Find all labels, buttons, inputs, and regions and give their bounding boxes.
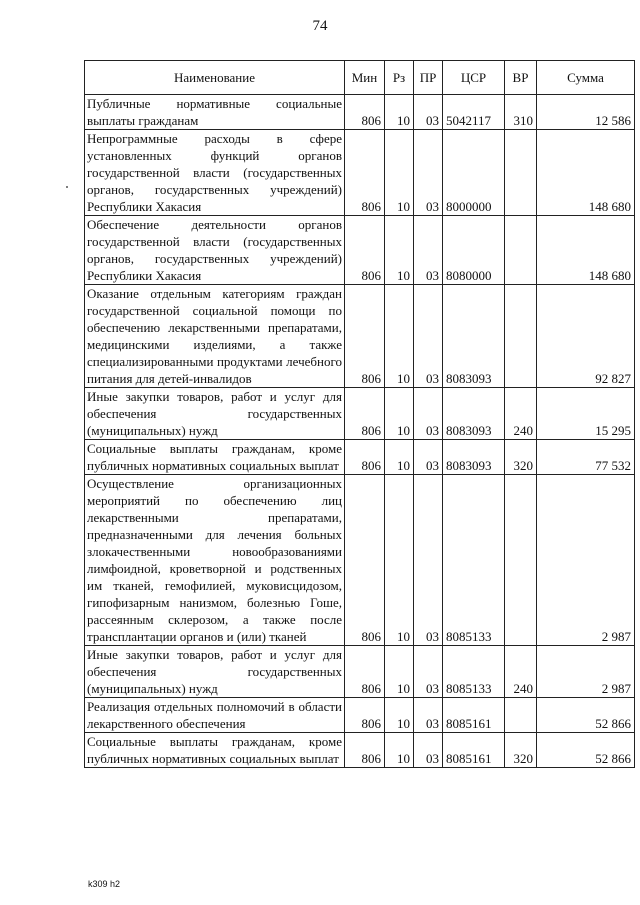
- row-min: 806: [345, 130, 385, 216]
- row-rz: 10: [385, 216, 414, 285]
- row-name: Осуществление организационных мероприятий по обеспечению лиц лекарственными препаратами, предназначенными для лечения больных злокачественными новообразованиями лимфоидной, кроветворной и родственных им тканей, гемофилией, муковисцидозом, гипофизарным нанизмом, болезнью Гоше, рассеянным склерозом, а также после трансплантации органов и (или) тканей: [85, 475, 345, 646]
- table-row: [85, 388, 635, 440]
- row-csr: 8085161: [443, 698, 505, 733]
- row-name: Обеспечение деятельности органов государственной власти (государственных органов, государственных учреждений) Республики Хакасия: [85, 216, 345, 285]
- row-pr: 03: [414, 130, 443, 216]
- table-row: [85, 130, 635, 216]
- row-rz: 10: [385, 285, 414, 388]
- row-csr: 8083093: [443, 440, 505, 475]
- row-min: 806: [345, 646, 385, 698]
- row-vr: 240: [505, 646, 537, 698]
- table-row: [85, 95, 635, 130]
- table-row: [85, 733, 635, 768]
- row-name: Реализация отдельных полномочий в области лекарственного обеспечения: [85, 698, 345, 733]
- row-name: Непрограммные расходы в сфере установленных функций органов государственной власти (государственных органов, государственных учреждений) Республики Хакасия: [85, 130, 345, 216]
- row-min: 806: [345, 285, 385, 388]
- table-row: [85, 440, 635, 475]
- row-vr: 240: [505, 388, 537, 440]
- row-vr: 320: [505, 733, 537, 768]
- header-vr: ВР: [505, 61, 537, 95]
- row-rz: 10: [385, 733, 414, 768]
- row-sum: 15 295: [537, 388, 635, 440]
- row-csr: 8085133: [443, 646, 505, 698]
- row-vr: 310: [505, 95, 537, 130]
- row-min: 806: [345, 388, 385, 440]
- row-min: 806: [345, 475, 385, 646]
- row-csr: 5042117: [443, 95, 505, 130]
- row-sum: 52 866: [537, 698, 635, 733]
- row-sum: 2 987: [537, 646, 635, 698]
- table-row: [85, 475, 635, 646]
- footer-code: k309 h2: [88, 879, 121, 889]
- row-pr: 03: [414, 475, 443, 646]
- row-sum: 92 827: [537, 285, 635, 388]
- row-csr: 8083093: [443, 388, 505, 440]
- table-row: [85, 646, 635, 698]
- row-vr: [505, 285, 537, 388]
- row-name: Иные закупки товаров, работ и услуг для обеспечения государственных (муниципальных) нужд: [85, 646, 345, 698]
- row-rz: 10: [385, 440, 414, 475]
- scan-dot: [66, 186, 68, 188]
- row-vr: [505, 130, 537, 216]
- row-min: 806: [345, 698, 385, 733]
- row-vr: [505, 475, 537, 646]
- row-pr: 03: [414, 733, 443, 768]
- row-sum: 52 866: [537, 733, 635, 768]
- row-pr: 03: [414, 646, 443, 698]
- row-pr: 03: [414, 440, 443, 475]
- budget-table: [84, 60, 635, 768]
- table-header-row: [85, 61, 635, 95]
- row-name: Иные закупки товаров, работ и услуг для обеспечения государственных (муниципальных) нужд: [85, 388, 345, 440]
- row-pr: 03: [414, 216, 443, 285]
- row-rz: 10: [385, 475, 414, 646]
- row-csr: 8000000: [443, 130, 505, 216]
- row-pr: 03: [414, 95, 443, 130]
- row-vr: [505, 698, 537, 733]
- header-rz: Рз: [385, 61, 414, 95]
- table-row: [85, 285, 635, 388]
- row-pr: 03: [414, 285, 443, 388]
- row-min: 806: [345, 216, 385, 285]
- row-name: Социальные выплаты гражданам, кроме публичных нормативных социальных выплат: [85, 440, 345, 475]
- row-vr: 320: [505, 440, 537, 475]
- row-pr: 03: [414, 388, 443, 440]
- row-csr: 8080000: [443, 216, 505, 285]
- header-name: Наименование: [85, 61, 345, 95]
- row-vr: [505, 216, 537, 285]
- row-name: Социальные выплаты гражданам, кроме публичных нормативных социальных выплат: [85, 733, 345, 768]
- row-sum: 148 680: [537, 130, 635, 216]
- row-min: 806: [345, 95, 385, 130]
- header-sum: Сумма: [537, 61, 635, 95]
- row-rz: 10: [385, 130, 414, 216]
- row-min: 806: [345, 733, 385, 768]
- row-csr: 8085161: [443, 733, 505, 768]
- row-pr: 03: [414, 698, 443, 733]
- table-row: [85, 698, 635, 733]
- row-rz: 10: [385, 698, 414, 733]
- row-rz: 10: [385, 388, 414, 440]
- row-csr: 8083093: [443, 285, 505, 388]
- header-min: Мин: [345, 61, 385, 95]
- row-sum: 148 680: [537, 216, 635, 285]
- row-sum: 2 987: [537, 475, 635, 646]
- row-name: Публичные нормативные социальные выплаты гражданам: [85, 95, 345, 130]
- row-min: 806: [345, 440, 385, 475]
- row-csr: 8085133: [443, 475, 505, 646]
- row-sum: 77 532: [537, 440, 635, 475]
- row-rz: 10: [385, 646, 414, 698]
- row-name: Оказание отдельным категориям граждан государственной социальной помощи по обеспечению лекарственными препаратами, медицинскими изделиями, а также специализированными продуктами лечебного питания для детей-инвалидов: [85, 285, 345, 388]
- page-number: 74: [312, 18, 328, 34]
- table-row: [85, 216, 635, 285]
- header-csr: ЦСР: [443, 61, 505, 95]
- header-pr: ПР: [414, 61, 443, 95]
- row-sum: 12 586: [537, 95, 635, 130]
- row-rz: 10: [385, 95, 414, 130]
